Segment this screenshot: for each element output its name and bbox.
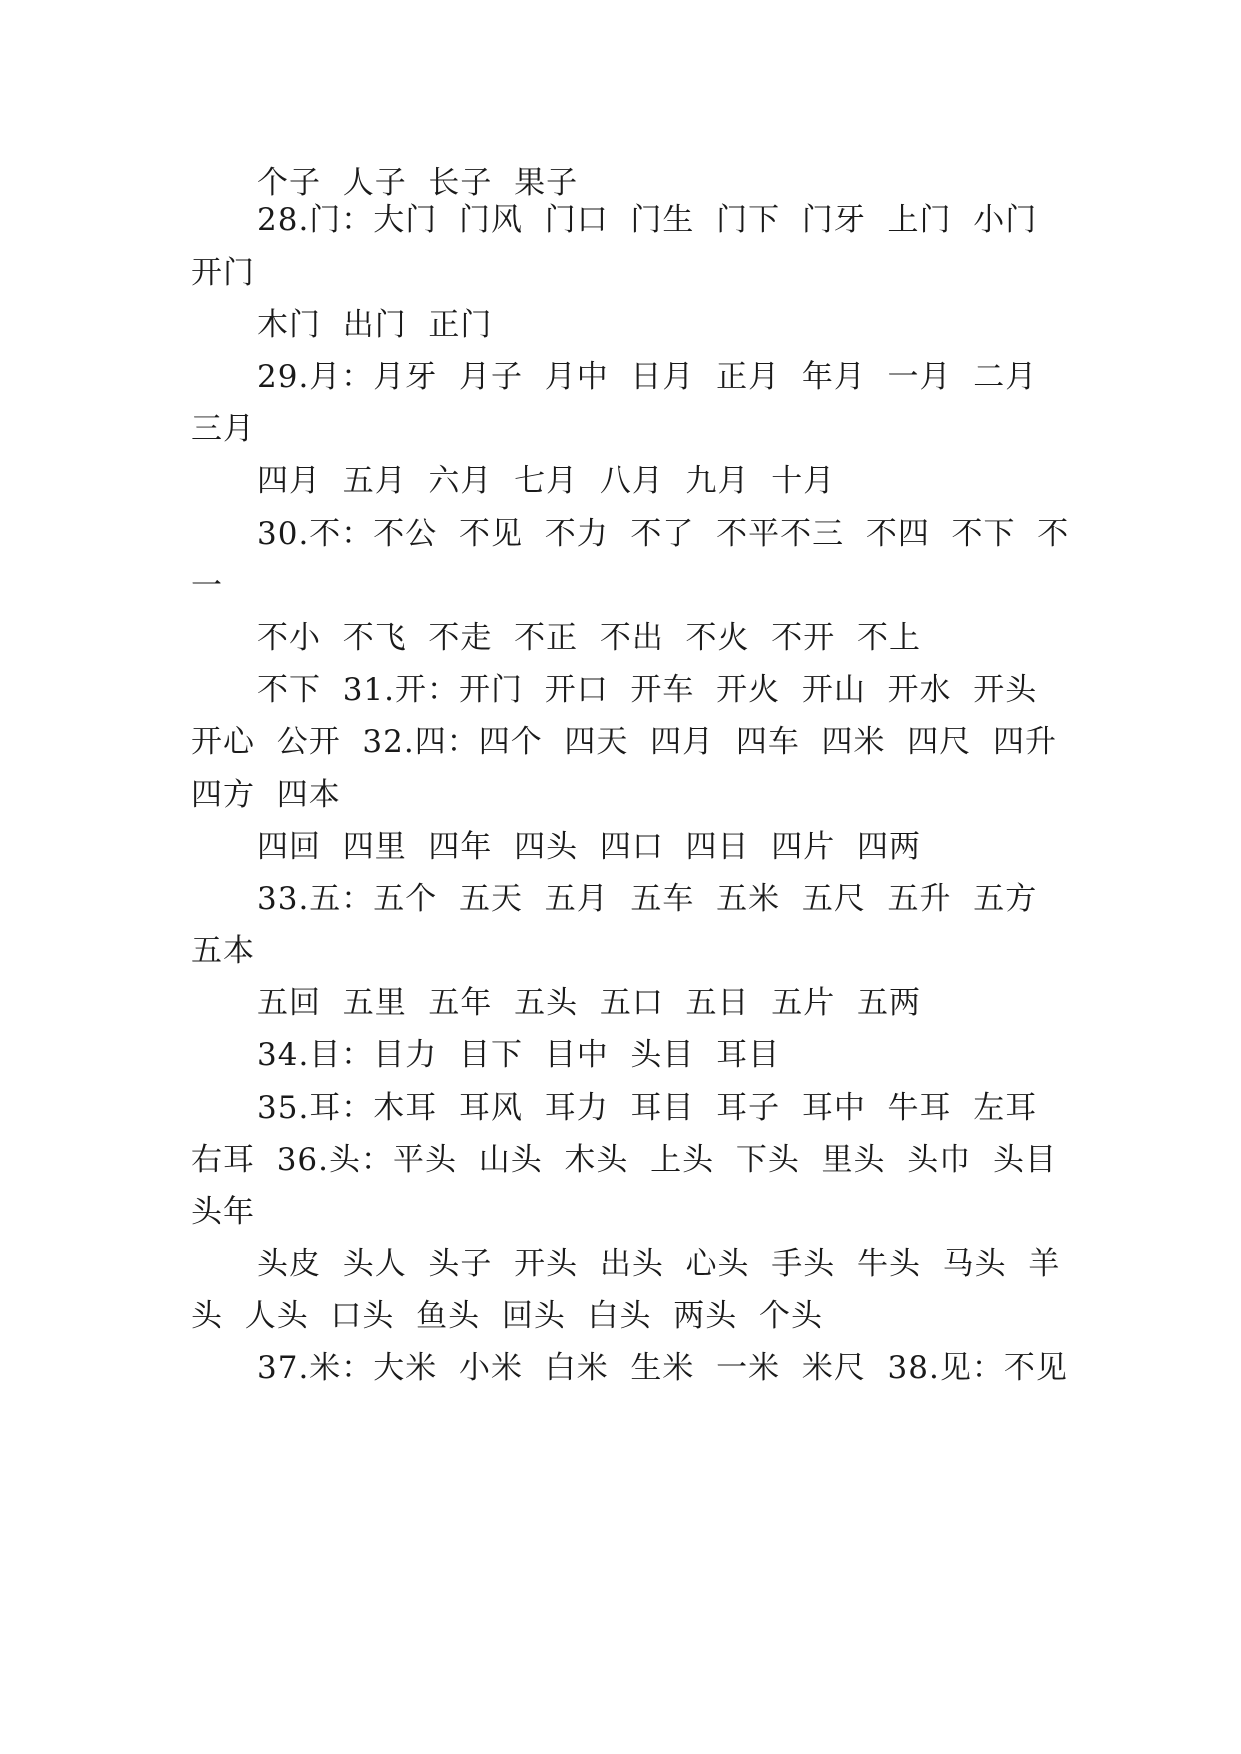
text-line: 不小 不飞 不走 不正 不出 不火 不开 不上 <box>257 620 921 656</box>
text-line: 开心 公开 32.四：四个 四天 四月 四车 四米 四尺 四升 <box>191 724 1057 760</box>
text-line: 四月 五月 六月 七月 八月 九月 十月 <box>257 463 836 499</box>
text-line: 木门 出门 正门 <box>257 307 493 343</box>
text-line: 五回 五里 五年 五头 五口 五日 五片 五两 <box>257 985 921 1021</box>
text-line: 34.目：目力 目下 目中 头目 耳目 <box>257 1037 781 1073</box>
text-line: 头年 <box>191 1194 255 1230</box>
text-line: 个子 人子 长子 果子 <box>257 165 579 201</box>
text-line: 29.月：月牙 月子 月中 日月 正月 年月 一月 二月 <box>257 359 1038 395</box>
text-line: 四方 四本 <box>191 777 341 813</box>
text-line: 开门 <box>191 255 255 291</box>
text-line: 三月 <box>191 411 255 447</box>
text-line: 30.不：不公 不见 不力 不了 不平不三 不四 不下 不 <box>257 516 1070 552</box>
text-line: 一 <box>191 568 223 604</box>
text-line: 37.米：大米 小米 白米 生米 一米 米尺 38.见：不见 <box>257 1350 1068 1386</box>
text-line: 头 人头 口头 鱼头 回头 白头 两头 个头 <box>191 1298 823 1334</box>
text-line: 35.耳：木耳 耳风 耳力 耳目 耳子 耳中 牛耳 左耳 <box>257 1090 1038 1126</box>
text-line: 33.五：五个 五天 五月 五车 五米 五尺 五升 五方 <box>257 881 1038 917</box>
text-line: 右耳 36.头：平头 山头 木头 上头 下头 里头 头巾 头目 <box>191 1142 1057 1178</box>
text-line: 不下 31.开：开门 开口 开车 开火 开山 开水 开头 <box>257 672 1038 708</box>
text-line: 头皮 头人 头子 开头 出头 心头 手头 牛头 马头 羊 <box>257 1246 1061 1282</box>
text-line: 四回 四里 四年 四头 四口 四日 四片 四两 <box>257 829 921 865</box>
text-line: 28.门：大门 门风 门口 门生 门下 门牙 上门 小门 <box>257 202 1038 238</box>
text-line: 五本 <box>191 933 255 969</box>
